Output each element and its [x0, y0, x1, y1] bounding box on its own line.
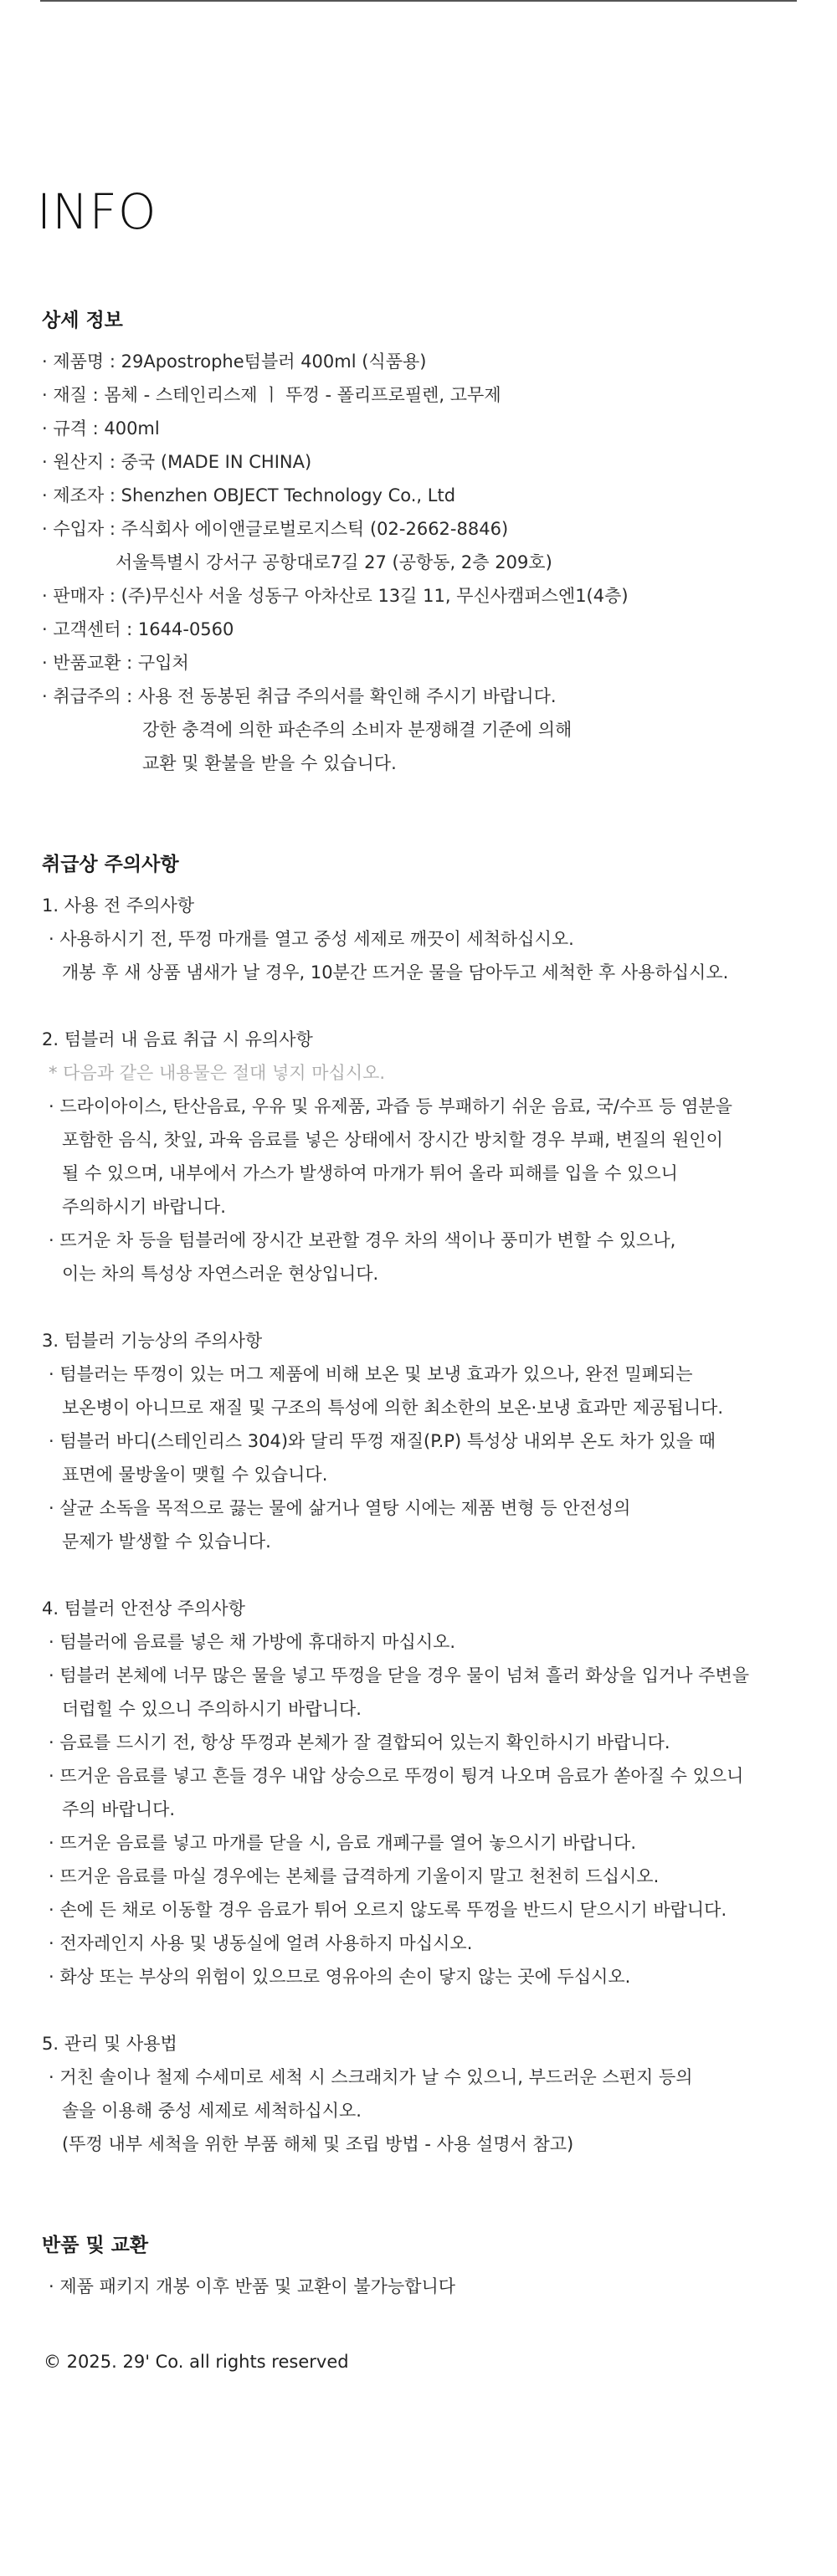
list-item: · 화상 또는 부상의 위험이 있으므로 영유아의 손이 닿지 않는 곳에 두십시오. — [49, 1967, 631, 1987]
detail-material: · 재질 : 몸체 - 스테인리스제 ㅣ 뚜껑 - 폴리프로필렌, 고무제 — [42, 385, 501, 405]
detail-importer-address: 서울특별시 강서구 공항대로7길 27 (공항동, 2층 209호) — [116, 552, 552, 572]
detail-customer-center: · 고객센터 : 1644-0560 — [42, 619, 234, 639]
detail-importer: · 수입자 : 주식회사 에이앤글로벌로지스틱 (02-2662-8846) — [42, 519, 509, 539]
detail-handling-caution-cont: 교환 및 환불을 받을 수 있습니다. — [142, 753, 397, 773]
detail-handling-caution-cont: 강한 충격에 의한 파손주의 소비자 분쟁해결 기준에 의해 — [142, 720, 573, 740]
list-item: (뚜껑 내부 세척을 위한 부품 해체 및 조립 방법 - 사용 설명서 참고) — [62, 2134, 574, 2154]
list-item: · 사용하시기 전, 뚜껑 마개를 열고 중성 세제로 깨끗이 세척하십시오. — [49, 929, 574, 949]
list-item: · 텀블러에 음료를 넣은 채 가방에 휴대하지 마십시오. — [49, 1632, 456, 1652]
list-item: · 뜨거운 음료를 넣고 마개를 닫을 시, 음료 개폐구를 열어 놓으시기 바랍니다. — [49, 1833, 637, 1853]
detail-origin: · 원산지 : 중국 (MADE IN CHINA) — [42, 452, 312, 472]
caution-section-1-title: 1. 사용 전 주의사항 — [42, 895, 195, 916]
detail-returns-exchange: · 반품교환 : 구입처 — [42, 653, 189, 673]
returns-heading: 반품 및 교환 — [42, 2235, 149, 2256]
list-item: · 뜨거운 음료를 넣고 흔들 경우 내압 상승으로 뚜껑이 튕겨 나오며 음료가 쏟아질 수 있으니 — [49, 1766, 744, 1786]
list-item: 솔을 이용해 중성 세제로 세척하십시오. — [62, 2101, 362, 2121]
list-item: 이는 차의 특성상 자연스러운 현상입니다. — [62, 1264, 379, 1284]
list-item: · 텀블러 바디(스테인리스 304)와 달리 뚜껑 재질(P.P) 특성상 내외부 온도 차가 있을 때 — [49, 1431, 716, 1451]
cautions-heading: 취급상 주의사항 — [42, 854, 179, 875]
top-divider — [40, 0, 797, 2]
list-item: · 전자레인지 사용 및 냉동실에 얼려 사용하지 마십시오. — [49, 1933, 473, 1953]
caution-note: * 다음과 같은 내용물은 절대 넣지 마십시오. — [49, 1063, 386, 1083]
list-item: 보온병이 아니므로 재질 및 구조의 특성에 의한 최소한의 보온·보냉 효과만 제공됩니다. — [62, 1398, 724, 1418]
list-item: 될 수 있으며, 내부에서 가스가 발생하여 마개가 튀어 올라 피해를 입을 수 있으니 — [62, 1163, 678, 1183]
details-heading: 상세 정보 — [42, 310, 123, 331]
detail-product-name: · 제품명 : 29Apostrophe텀블러 400ml (식품용) — [42, 352, 427, 372]
returns-policy: · 제품 패키지 개봉 이후 반품 및 교환이 불가능합니다 — [49, 2276, 456, 2296]
list-item: 주의 바랍니다. — [62, 1799, 176, 1819]
detail-size: · 규격 : 400ml — [42, 418, 160, 439]
list-item: 문제가 발생할 수 있습니다. — [62, 1532, 271, 1552]
list-item: · 텀블러 본체에 너무 많은 물을 넣고 뚜껑을 닫을 경우 물이 넘쳐 흘러 화상을 입거나 주변을 — [49, 1665, 750, 1686]
detail-seller: · 판매자 : (주)무신사 서울 성동구 아차산로 13길 11, 무신사캠퍼스엔1(4층) — [42, 586, 629, 606]
page-title: INFO — [37, 183, 157, 240]
list-item: · 거친 솔이나 철제 수세미로 세척 시 스크래치가 날 수 있으니, 부드러운 스펀지 등의 — [49, 2067, 693, 2087]
detail-handling-caution: · 취급주의 : 사용 전 동봉된 취급 주의서를 확인해 주시기 바랍니다. — [42, 686, 557, 706]
caution-section-5-title: 5. 관리 및 사용법 — [42, 2034, 177, 2054]
caution-section-4-title: 4. 텀블러 안전상 주의사항 — [42, 1598, 245, 1619]
list-item: 주의하시기 바랍니다. — [62, 1197, 226, 1217]
list-item: 더럽힐 수 있으니 주의하시기 바랍니다. — [62, 1699, 362, 1719]
copyright: © 2025. 29' Co. all rights reserved — [44, 2352, 349, 2372]
list-item: 표면에 물방울이 맺힐 수 있습니다. — [62, 1465, 328, 1485]
list-item: 포함한 음식, 찻잎, 과육 음료를 넣은 상태에서 장시간 방치할 경우 부패, 변질의 원인이 — [62, 1130, 723, 1150]
list-item: · 살균 소독을 목적으로 끓는 물에 삶거나 열탕 시에는 제품 변형 등 안전성의 — [49, 1498, 631, 1518]
list-item: · 드라이아이스, 탄산음료, 우유 및 유제품, 과즙 등 부패하기 쉬운 음료, 국/수프 등 염분을 — [49, 1096, 732, 1116]
list-item: · 손에 든 채로 이동할 경우 음료가 튀어 오르지 않도록 뚜껑을 반드시 닫으시기 바랍니다. — [49, 1900, 727, 1920]
list-item: 개봉 후 새 상품 냄새가 날 경우, 10분간 뜨거운 물을 담아두고 세척한 후 사용하십시오. — [62, 962, 729, 983]
list-item: · 뜨거운 음료를 마실 경우에는 본체를 급격하게 기울이지 말고 천천히 드십시오. — [49, 1866, 660, 1886]
list-item: · 텀블러는 뚜껑이 있는 머그 제품에 비해 보온 및 보냉 효과가 있으나, 완전 밀폐되는 — [49, 1364, 693, 1384]
list-item: · 뜨거운 차 등을 텀블러에 장시간 보관할 경우 차의 색이나 풍미가 변할 수 있으나, — [49, 1230, 676, 1250]
detail-manufacturer: · 제조자 : Shenzhen OBJECT Technology Co., Ltd — [42, 485, 456, 505]
list-item: · 음료를 드시기 전, 항상 뚜껑과 본체가 잘 결합되어 있는지 확인하시기 바랍니다. — [49, 1732, 670, 1752]
caution-section-3-title: 3. 텀블러 기능상의 주의사항 — [42, 1331, 263, 1351]
caution-section-2-title: 2. 텀블러 내 음료 취급 시 유의사항 — [42, 1029, 313, 1049]
